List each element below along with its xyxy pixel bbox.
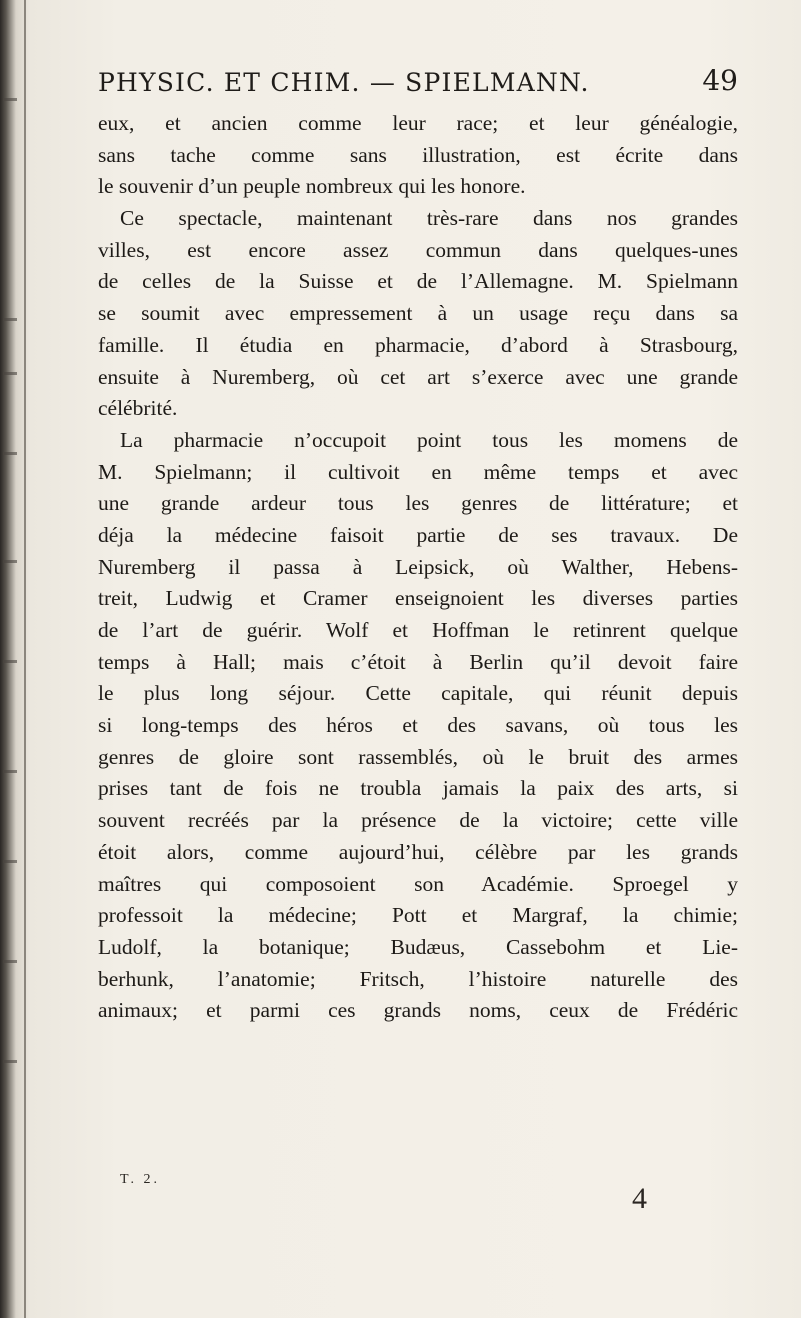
text-line: genres de gloire sont rassemblés, où le bruit des armes <box>98 744 738 769</box>
edge-mark <box>3 318 17 321</box>
edge-mark <box>3 98 17 101</box>
edge-mark <box>3 860 17 863</box>
text-line: prises tant de fois ne troubla jamais la paix des arts, si <box>98 776 738 801</box>
text-line: berhunk, l’anatomie; Fritsch, l’histoire naturelle des <box>98 966 738 991</box>
gathering-signature: 4 <box>632 1182 647 1215</box>
text-line: Nuremberg il passa à Leipsick, où Walther, Hebens- <box>98 554 738 579</box>
text-line: treit, Ludwig et Cramer enseignoient les diverses parties <box>98 586 738 611</box>
edge-mark <box>3 1060 17 1063</box>
text-line: M. Spielmann; il cultivoit en même temps et avec <box>98 459 738 484</box>
edge-mark <box>3 960 17 963</box>
text-line: de l’art de guérir. Wolf et Hoffman le retinrent quelque <box>98 618 738 642</box>
body-text <box>98 108 738 1027</box>
text-line: une grande ardeur tous les genres de littérature; et <box>98 491 738 516</box>
page-number: 49 <box>702 64 738 97</box>
text-line: le plus long séjour. Cette capitale, qui réunit depuis <box>98 681 738 706</box>
text-line: étoit alors, comme aujourd’hui, célèbre par les grands <box>98 839 738 864</box>
text-line: souvent recréés par la présence de la victoire; cette ville <box>98 808 738 833</box>
text-line: famille. Il étudia en pharmacie, d’abord à Strasbourg, <box>98 332 738 357</box>
volume-signature: T. 2. <box>120 1172 161 1187</box>
text-line: de celles de la Suisse et de l’Allemagne. M. Spielmann <box>98 269 738 294</box>
text-line: animaux; et parmi ces grands noms, ceux de Frédéric <box>98 998 738 1023</box>
running-title: PHYSIC. ET CHIM. — SPIELMANN. <box>98 68 590 97</box>
text-line: eux, et ancien comme leur race; et leur généalogie, <box>98 111 738 135</box>
edge-mark <box>3 560 17 563</box>
text-line: Ludolf, la botanique; Budæus, Cassebohm et Lie- <box>98 934 738 959</box>
text-line: maîtres qui composoient son Académie. Sproegel y <box>98 871 738 896</box>
text-line: si long-temps des héros et des savans, où tous les <box>98 713 738 738</box>
text-line: La pharmacie n’occupoit point tous les momens de <box>120 427 738 452</box>
text-line: le souvenir d’un peuple nombreux qui les honore. <box>98 174 526 199</box>
text-line: villes, est encore assez commun dans quelques-unes <box>98 237 738 262</box>
text-line: professoit la médecine; Pott et Margraf, la chimie; <box>98 903 738 928</box>
edge-mark <box>3 660 17 663</box>
text-line: ensuite à Nuremberg, où cet art s’exerce avec une grande <box>98 364 738 389</box>
edge-mark <box>3 770 17 773</box>
text-line: sans tache comme sans illustration, est écrite dans <box>98 142 738 167</box>
text-line: se soumit avec empressement à un usage reçu dans sa <box>98 301 738 326</box>
text-line: déja la médecine faisoit partie de ses travaux. De <box>98 522 738 547</box>
text-line: temps à Hall; mais c’étoit à Berlin qu’il devoit faire <box>98 649 738 674</box>
page-gutter <box>24 0 26 1318</box>
text-line: Ce spectacle, maintenant très-rare dans nos grandes <box>120 206 738 231</box>
edge-mark <box>3 452 17 455</box>
adjacent-page-edge <box>0 0 20 1318</box>
page-header <box>98 64 738 104</box>
text-line: célébrité. <box>98 396 178 421</box>
edge-mark <box>3 372 17 375</box>
